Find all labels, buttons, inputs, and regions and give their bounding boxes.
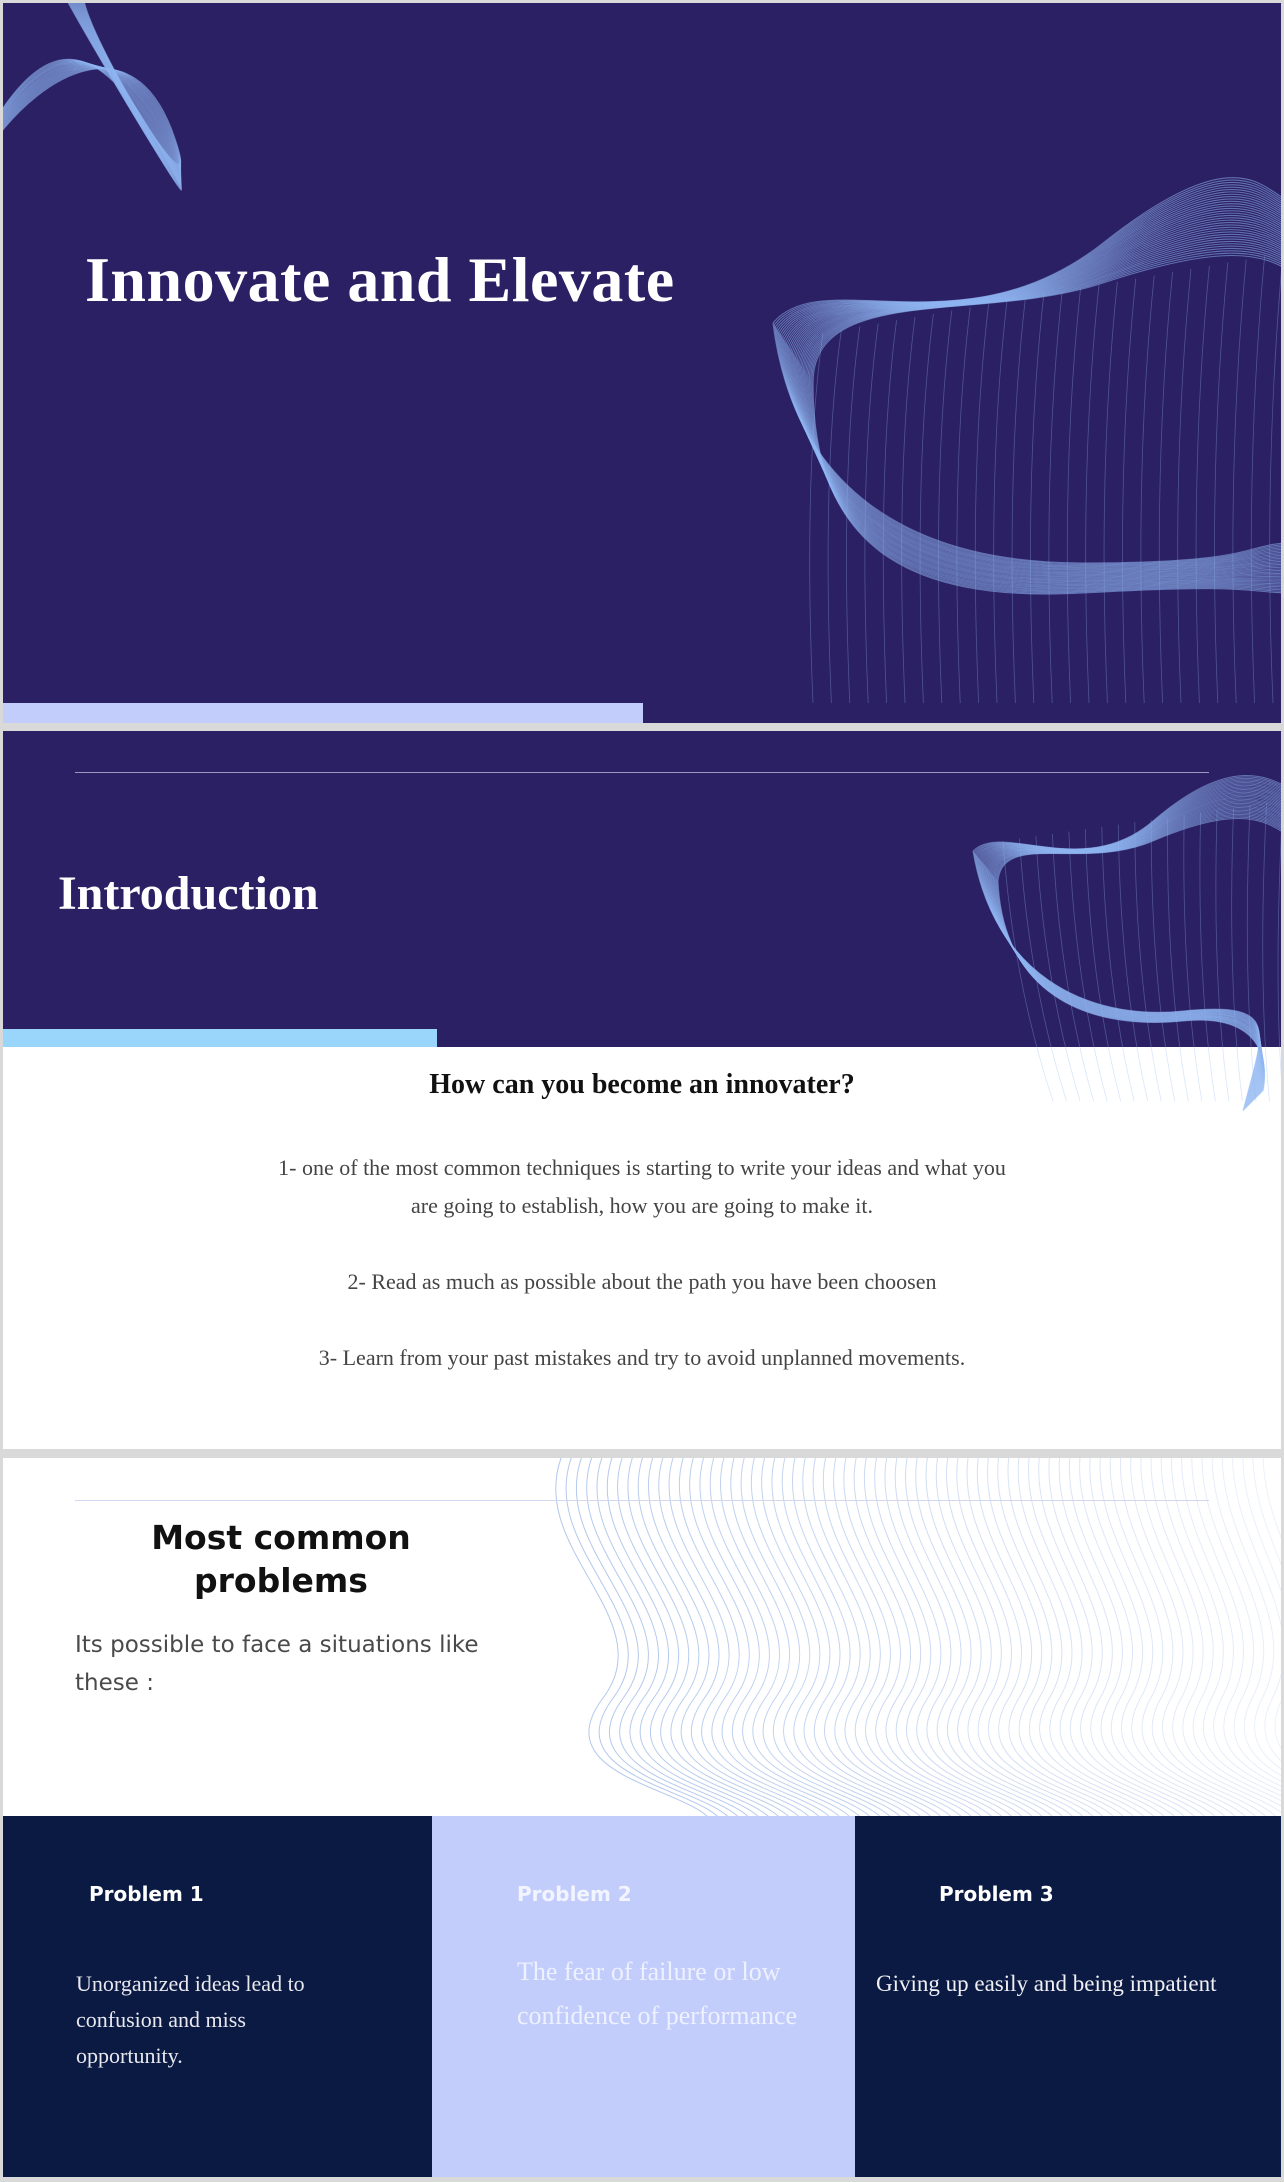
problems-slide[interactable] <box>3 1458 1281 2177</box>
wave-decoration <box>3 3 1281 723</box>
question-heading: How can you become an innovater? <box>429 1069 855 1100</box>
points-list <box>3 1149 1281 1415</box>
problem-card-1 <box>3 1816 432 2177</box>
problem-text: Unorganized ideas lead to confusion and miss opportunity. <box>76 1971 305 2068</box>
point-item: 3- Learn from your past mistakes and try to avoid unplanned movements. <box>318 1345 966 1370</box>
problem-title: Problem 3 <box>939 1882 1054 1906</box>
problem-card-2 <box>432 1816 855 2177</box>
accent-bar <box>3 1029 437 1047</box>
slide-subtitle: Its possible to face a situations like these : <box>75 1632 479 1696</box>
problem-card-3 <box>855 1816 1281 2177</box>
divider-line <box>75 1500 1209 1501</box>
slide-title: Most common problems <box>151 1518 411 1600</box>
point-item: 2- Read as much as possible about the path you have been choosen <box>347 1269 937 1294</box>
problem-title: Problem 2 <box>517 1882 632 1906</box>
point-item: 1- one of the most common techniques is starting to write your ideas and what you are going to establish, how you are going to make it. <box>278 1155 1006 1218</box>
title-slide[interactable] <box>3 3 1281 723</box>
accent-bar <box>3 703 643 723</box>
problem-text: The fear of failure or low confidence of performance <box>517 1957 798 2030</box>
problem-title: Problem 1 <box>89 1882 204 1906</box>
introduction-slide[interactable] <box>3 731 1281 1449</box>
problem-text: Giving up easily and being impatient <box>876 1971 1217 1996</box>
slide-title: Introduction <box>58 867 319 920</box>
slide-title: Innovate and Elevate <box>85 244 675 315</box>
